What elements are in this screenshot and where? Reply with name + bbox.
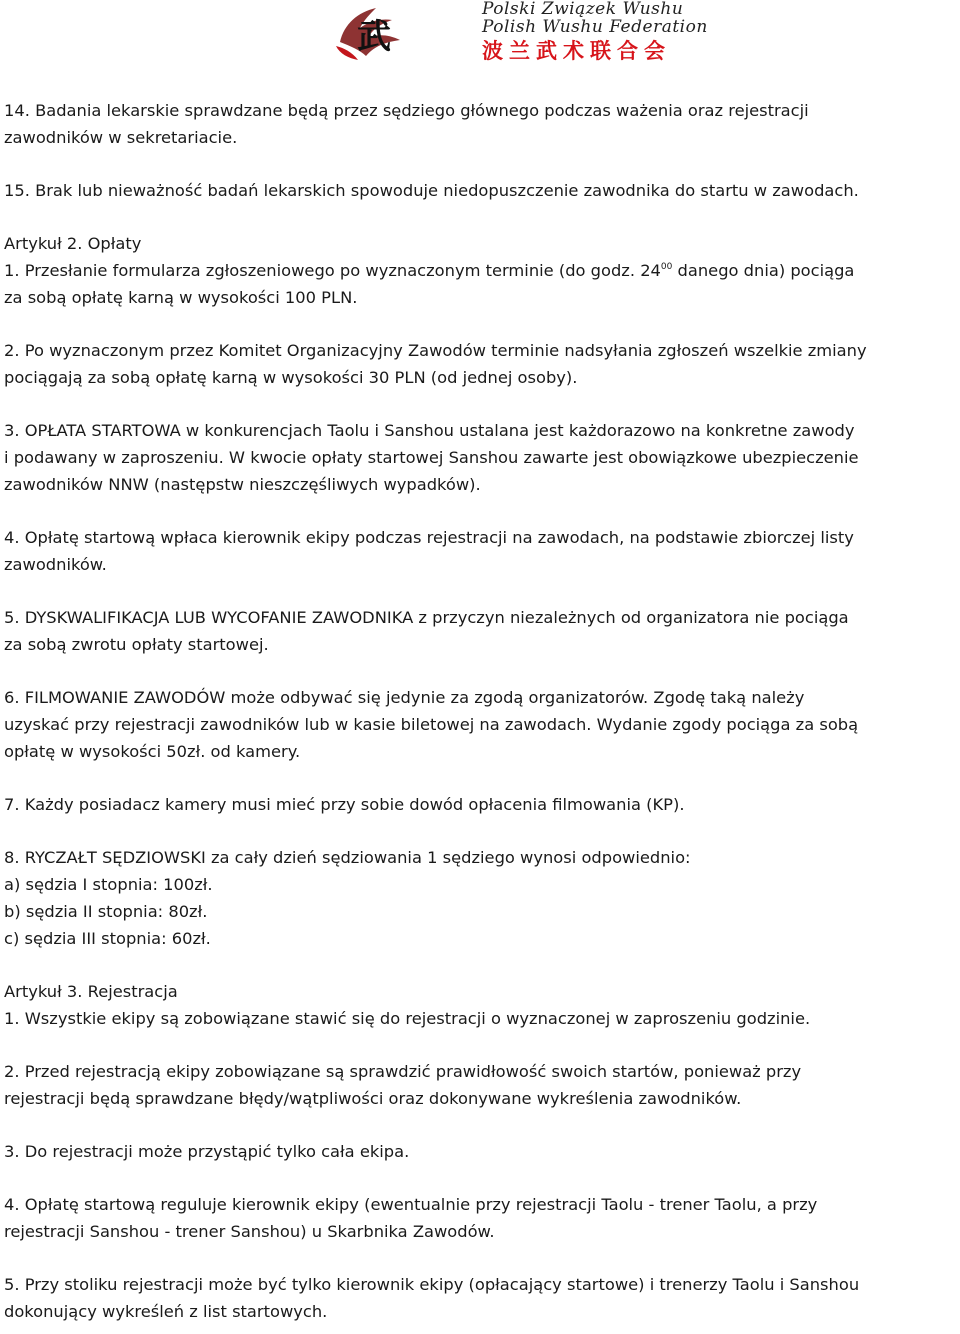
art2-item7-line1: 7. Każdy posiadacz kamery musi mieć przy sobie dowód opłacenia filmowania (KP). — [4, 795, 685, 814]
art2-item1-superscript: 00 — [660, 262, 673, 272]
art2-item1-line1 — [4, 257, 958, 284]
art2-item5-line2: za sobą zwrotu opłaty startowej. — [4, 635, 269, 654]
para-14-line2: zawodników w sekretariacie. — [4, 128, 238, 147]
art2-item5-line1: 5. DYSKWALIFIKACJA LUB WYCOFANIE ZAWODNIKA z przyczyn niezależnych od organizatora nie pociąga — [4, 608, 849, 627]
art3-item3-line1: 3. Do rejestracji może przystąpić tylko cała ekipa. — [4, 1142, 410, 1161]
para-15-line1: 15. Brak lub nieważność badań lekarskich spowoduje niedopuszczenie zawodnika do startu w zawodach. — [4, 181, 859, 200]
document-body — [4, 97, 958, 1325]
art2-item6-line1: 6. FILMOWANIE ZAWODÓW może odbywać się jedynie za zgodą organizatorów. Zgodę taką należy — [4, 688, 805, 707]
art2-item1-line2: za sobą opłatę karną w wysokości 100 PLN. — [4, 288, 358, 307]
art2-item4-line1: 4. Opłatę startową wpłaca kierownik ekipy podczas rejestracji na zawodach, na podstawie zbiorczej listy — [4, 528, 854, 547]
article-3-title: Artykuł 3. Rejestracja — [4, 982, 178, 1001]
logo-line-english: Polish Wushu Federation — [482, 17, 708, 37]
art2-item3-line2: i podawany w zaproszeniu. W kwocie opłaty startowej Sanshou zawarte jest obowiązkowe ubezpieczenie — [4, 448, 859, 467]
page-header — [0, 0, 960, 76]
art2-item1-text-b: danego dnia) pociąga — [672, 261, 855, 280]
art2-item1-text-a: 1. Przesłanie formularza zgłoszeniowego po wyznaczonym terminie (do godz. 24 — [4, 261, 661, 280]
art3-item4-line2: rejestracji Sanshou - trener Sanshou) u Skarbnika Zawodów. — [4, 1222, 495, 1241]
art2-item8-line1: 8. RYCZAŁT SĘDZIOWSKI za cały dzień sędziowania 1 sędziego wynosi odpowiednio: — [4, 848, 691, 867]
art3-item2-line2: rejestracji będą sprawdzane błędy/wątpliwości oraz dokonywane wykreślenia zawodników. — [4, 1089, 742, 1108]
art2-item6-line2: uzyskać przy rejestracji zawodników lub w kasie biletowej na zawodach. Wydanie zgody pociąga za sobą — [4, 715, 859, 734]
logo-line-polish: Polski Związek Wushu — [482, 0, 684, 19]
art2-item8-sub-c: c) sędzia III stopnia: 60zł. — [4, 929, 211, 948]
art2-item8-sub-b: b) sędzia II stopnia: 80zł. — [4, 902, 208, 921]
art2-item4-line2: zawodników. — [4, 555, 107, 574]
art2-item2-line1: 2. Po wyznaczonym przez Komitet Organizacyjny Zawodów terminie nadsyłania zgłoszeń wszelkie zmiany — [4, 341, 867, 360]
logo-mark-glyph: 武 — [357, 17, 391, 57]
para-14-line1: 14. Badania lekarskie sprawdzane będą przez sędziego głównego podczas ważenia oraz rejestracji — [4, 101, 809, 120]
logo-line-chinese: 波兰武术联合会 — [482, 39, 671, 63]
art3-item5-line2: dokonujący wykreśleń z list startowych. — [4, 1302, 328, 1321]
art3-item4-line1: 4. Opłatę startową reguluje kierownik ekipy (ewentualnie przy rejestracji Taolu - trener Taolu, a przy — [4, 1195, 818, 1214]
art2-item8-sub-a: a) sędzia I stopnia: 100zł. — [4, 875, 213, 894]
art2-item3-line1: 3. OPŁATA STARTOWA w konkurencjach Taolu i Sanshou ustalana jest każdorazowo na konkretne zawody — [4, 421, 855, 440]
art3-item2-line1: 2. Przed rejestracją ekipy zobowiązane są sprawdzić prawidłowość swoich startów, ponieważ przy — [4, 1062, 802, 1081]
art3-item1-line1: 1. Wszystkie ekipy są zobowiązane stawić się do rejestracji o wyznaczonej w zaproszeniu godzinie. — [4, 1009, 811, 1028]
article-2-title: Artykuł 2. Opłaty — [4, 234, 142, 253]
federation-name — [482, 0, 722, 64]
federation-logo-icon — [330, 2, 408, 66]
art2-item3-line3: zawodników NNW (następstw nieszczęśliwych wypadków). — [4, 475, 481, 494]
art2-item2-line2: pociągają za sobą opłatę karną w wysokości 30 PLN (od jednej osoby). — [4, 368, 578, 387]
art3-item5-line1: 5. Przy stoliku rejestracji może być tylko kierownik ekipy (opłacający startowe) i trenerzy Taolu i Sanshou — [4, 1275, 860, 1294]
art2-item6-line3: opłatę w wysokości 50zł. od kamery. — [4, 742, 301, 761]
